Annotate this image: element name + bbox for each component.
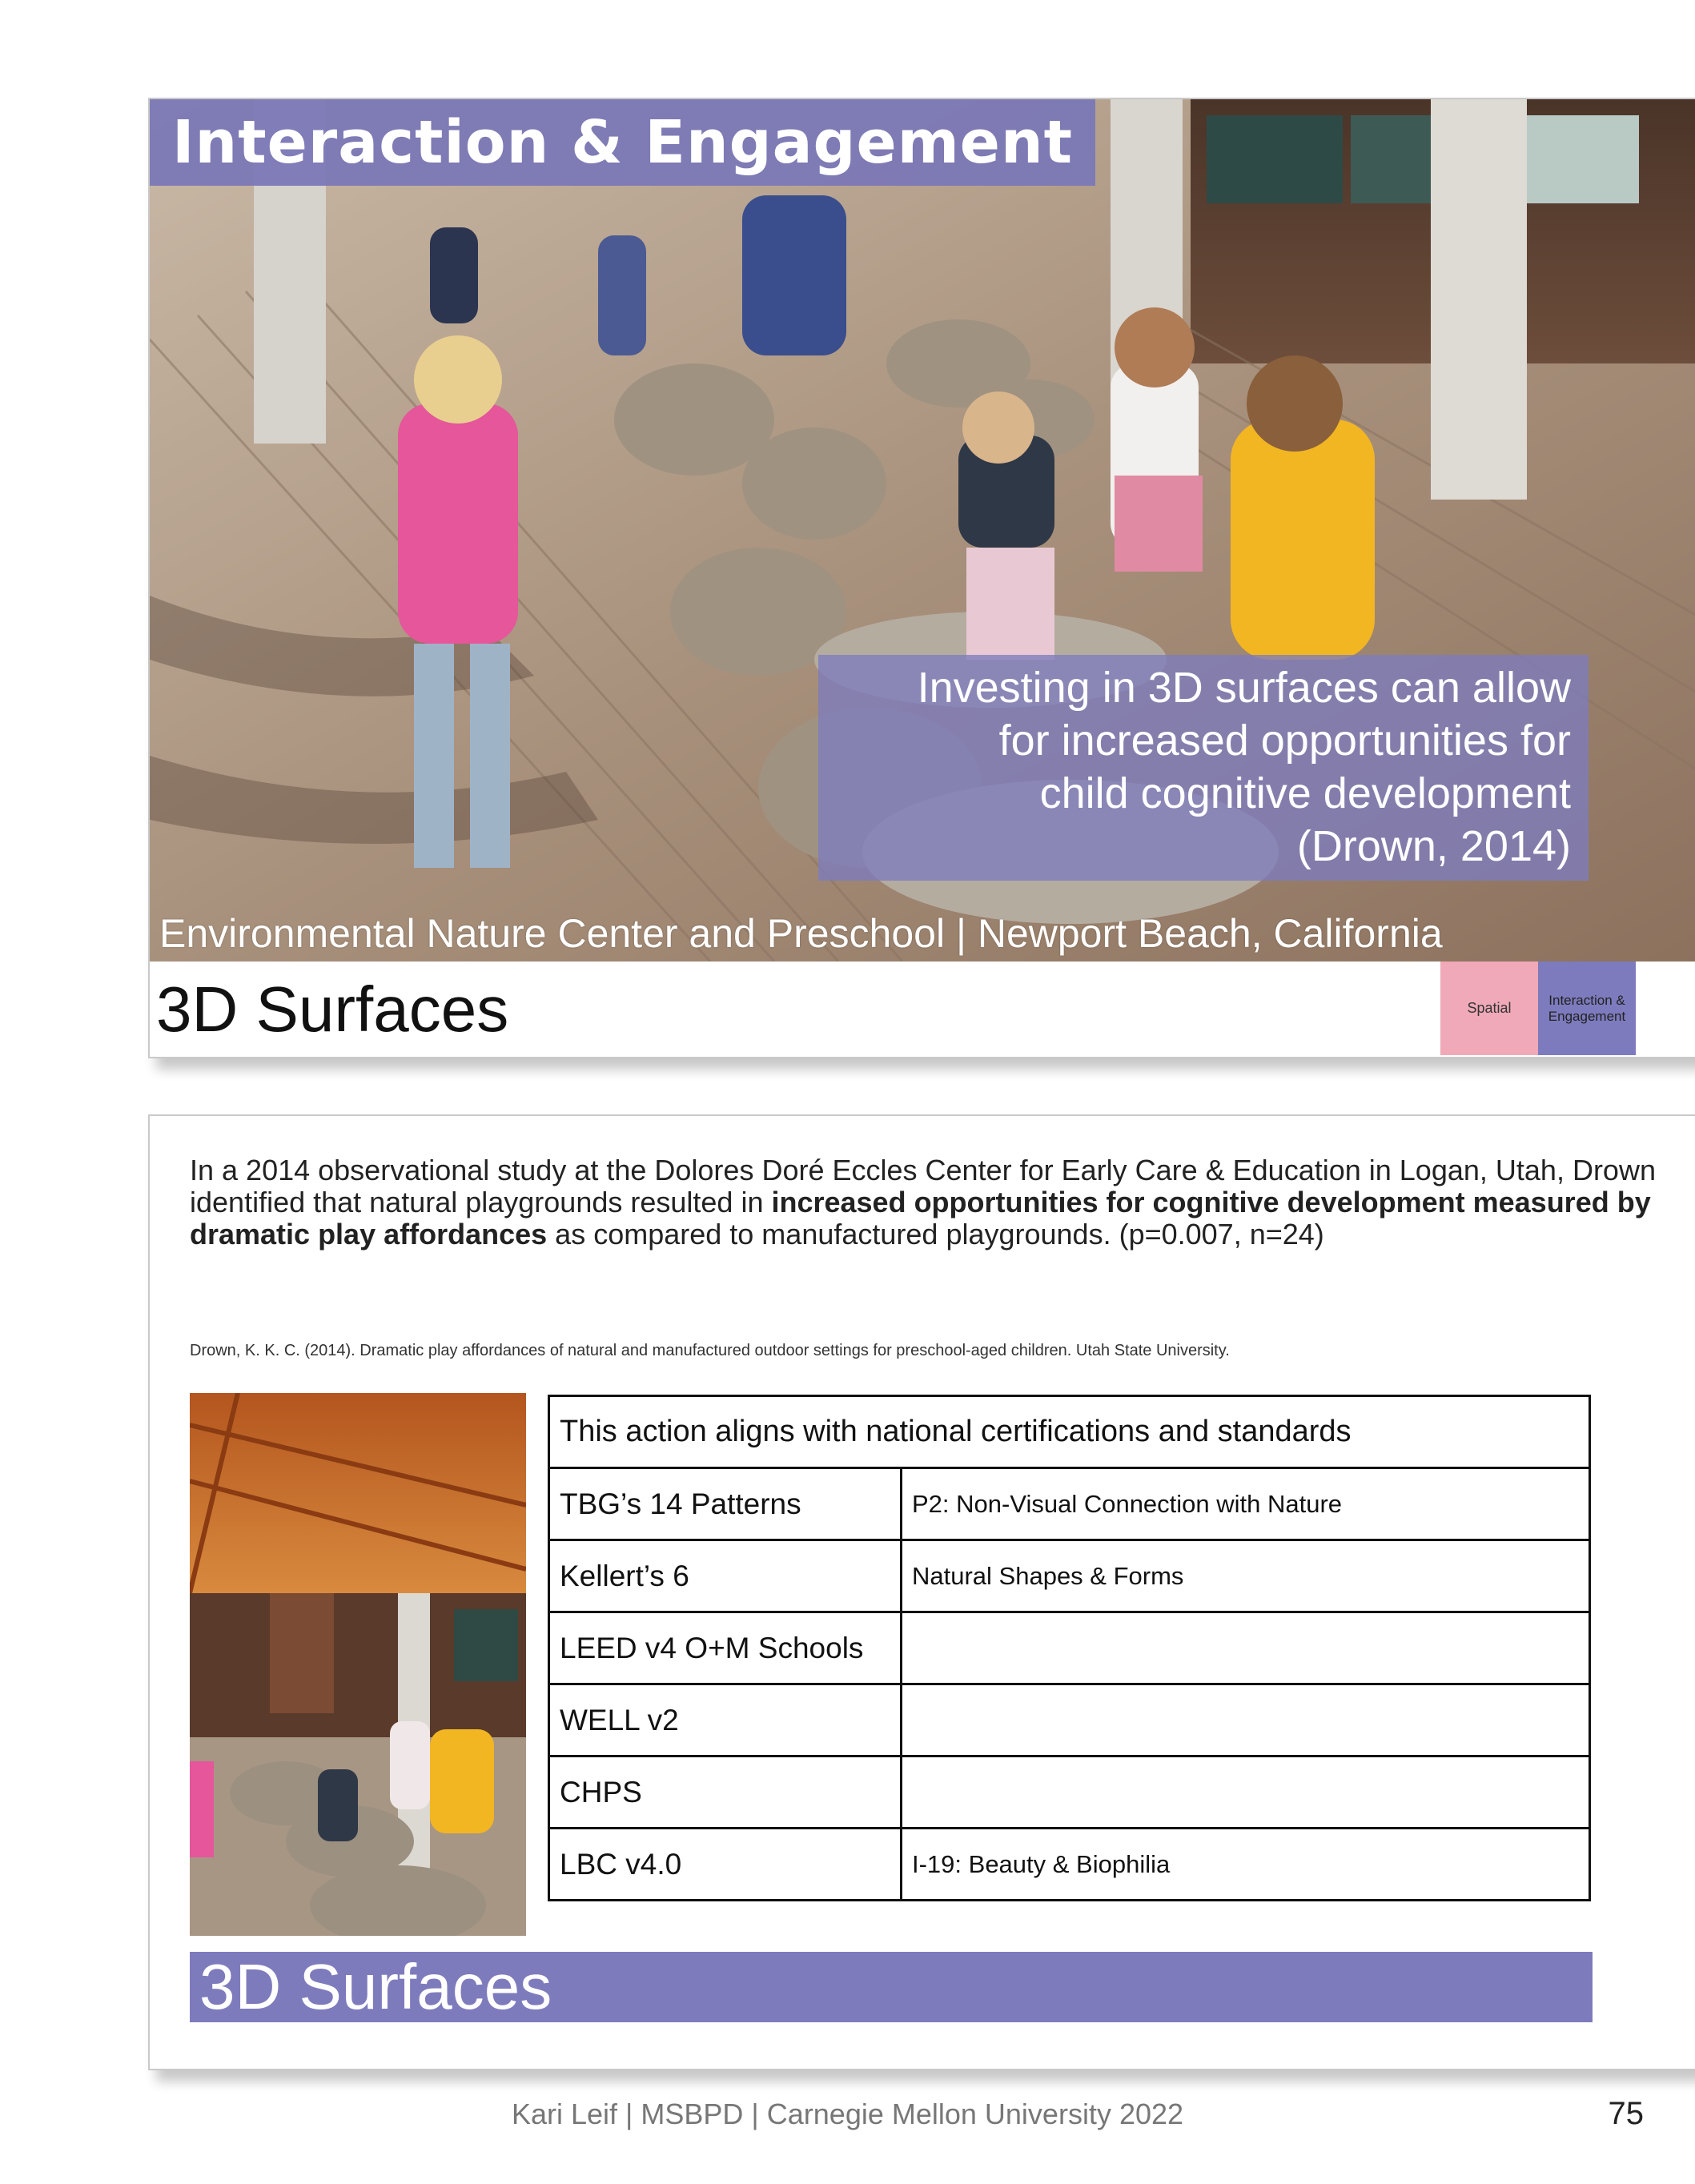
quote-line-4: (Drown, 2014) <box>1296 822 1571 870</box>
table-cell-standard: LEED v4 O+M Schools <box>549 1612 902 1684</box>
table-cell-standard: LBC v4.0 <box>549 1829 902 1901</box>
table-row <box>549 1612 1590 1684</box>
table-row <box>549 1756 1590 1829</box>
table-row <box>549 1540 1590 1612</box>
tag-interaction-engagement <box>1538 962 1636 1055</box>
table-cell-standard: CHPS <box>549 1756 902 1829</box>
study-summary-highlight: increased opportunities for cognitive development measured by dramatic play affordances <box>190 1186 1651 1251</box>
top-card <box>148 98 1695 1058</box>
table-row <box>549 1468 1590 1540</box>
page-footer: Kari Leif | MSBPD | Carnegie Mellon University 2022 <box>511 2098 1184 2130</box>
card-footer-title: 3D Surfaces <box>190 1952 1593 2022</box>
tag-spatial: Spatial <box>1440 962 1538 1055</box>
pavilion-photo <box>190 1393 526 1936</box>
table-cell-alignment <box>902 1756 1590 1829</box>
quote-line-2: for increased opportunities for <box>998 717 1571 765</box>
photo-caption: Environmental Nature Center and Preschool | Newport Beach, California <box>159 911 1443 956</box>
quote-line-3: child cognitive development <box>1039 769 1571 817</box>
study-summary <box>190 1154 1695 1251</box>
table-cell-alignment: Natural Shapes & Forms <box>902 1540 1590 1612</box>
study-summary-intro: In a 2014 observational study at the Dolores Doré Eccles Center for Early Care & Education in Logan, Utah, Drown identified that natural playgrounds resulted in <box>190 1154 1656 1218</box>
section-title: Interaction & Engagement <box>150 99 1095 186</box>
table-header-row <box>549 1396 1590 1468</box>
table-cell-alignment: P2: Non-Visual Connection with Nature <box>902 1468 1590 1540</box>
table-header: This action aligns with national certifications and standards <box>549 1396 1590 1468</box>
table-cell-standard: WELL v2 <box>549 1684 902 1756</box>
quote-box <box>818 655 1589 881</box>
table-cell-alignment <box>902 1684 1590 1756</box>
citation: Drown, K. K. C. (2014). Dramatic play affordances of natural and manufactured outdoor settings for preschool-aged children. Utah State University. <box>190 1342 1230 1359</box>
table-cell-alignment <box>902 1612 1590 1684</box>
table-cell-standard: Kellert’s 6 <box>549 1540 902 1612</box>
page-number: 75 <box>1608 2096 1644 2131</box>
table-cell-standard: TBG’s 14 Patterns <box>549 1468 902 1540</box>
table-cell-alignment: I-19: Beauty & Biophilia <box>902 1829 1590 1901</box>
tag-interaction-label: Interaction & Engagement <box>1548 992 1626 1024</box>
quote-line-1: Investing in 3D surfaces can allow <box>917 664 1571 712</box>
study-summary-end: as compared to manufactured playgrounds. (p=0.007, n=24) <box>547 1218 1324 1251</box>
card-subtitle: 3D Surfaces <box>156 974 509 1045</box>
bottom-card <box>148 1114 1695 2070</box>
table-row <box>549 1829 1590 1901</box>
table-row <box>549 1684 1590 1756</box>
certifications-table <box>548 1395 1591 1901</box>
